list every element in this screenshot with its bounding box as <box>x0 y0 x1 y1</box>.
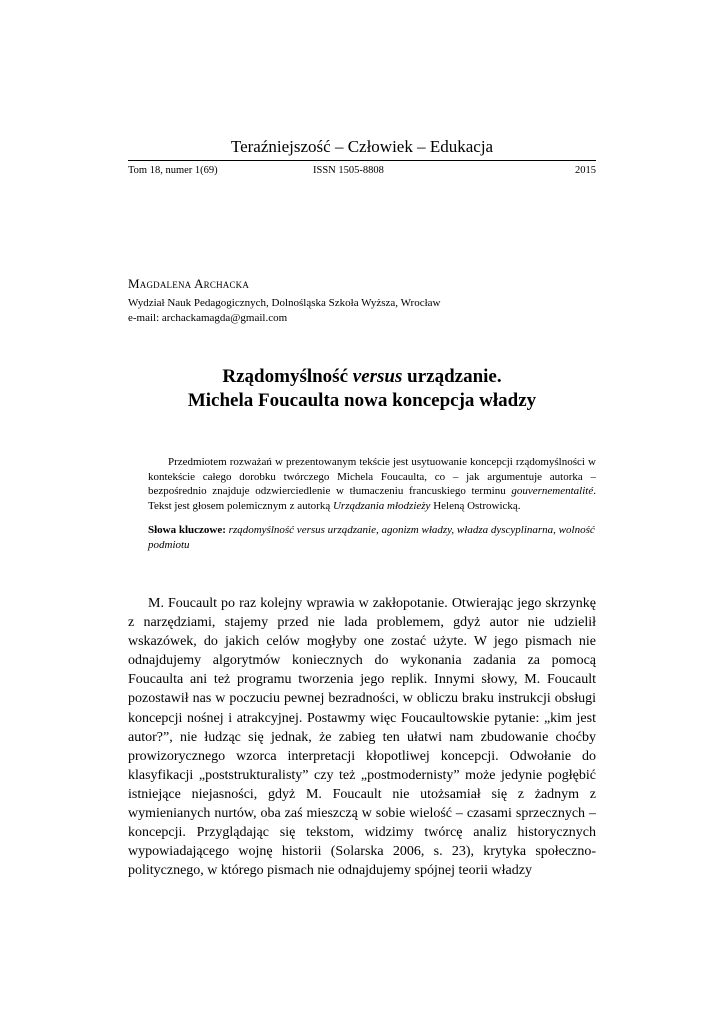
keywords-label: Słowa kluczowe: <box>148 524 226 536</box>
affiliation: Wydział Nauk Pedagogicznych, Dolnośląska Szkoła Wyższa, Wrocław <box>128 297 441 309</box>
title-italic: versus <box>352 366 403 387</box>
abstract-term: gouvernementalité <box>511 485 594 497</box>
article-title <box>128 365 596 413</box>
header-rule <box>128 160 596 161</box>
issn: ISSN 1505-8808 <box>313 165 384 176</box>
keywords <box>148 523 596 552</box>
author-info <box>128 296 596 325</box>
author-name: Magdalena Archacka <box>128 276 250 291</box>
title-line-1 <box>128 365 596 389</box>
abstract-part-2: . Tekst jest głosem polemicznym z autorką <box>148 485 596 512</box>
abstract-part-3: Heleną Ostrowicką. <box>430 499 521 512</box>
title-line-2: Michela Foucaulta nowa koncepcja władzy <box>187 390 537 411</box>
email: e-mail: archackamagda@gmail.com <box>128 311 288 324</box>
body-paragraph: M. Foucault po raz kolejny wprawia w zakłopotanie. Otwierając jego skrzynkę z narzędziami, stajemy przed nie lada problemem, gdyż autor nie udzielił wskazówek, do jakich celów mogłyby one zostać użyte. W jego pismach nie odnajdujemy algorytmów koniecznych do wykonania zadania za pomocą Foucaulta ani też programu tworzenia jego replik. Innymi słowy, M. Foucault pozostawił nas w poczuciu pewnej bezradności, w obliczu braku instrukcji obsługi koncepcji nośnej i atrakcyjnej. Postawmy więc Foucaultowskie pytanie: „kim jest autor?”, nie łudząc się jednak, że zabieg ten ułatwi nam zbudowanie choćby prowizorycznego wzorca interpretacji kłopotliwej koncepcji. Odwołanie do klasyfikacji „poststrukturalisty” czy też „postmodernisty” może jedynie pogłębić istniejące niejasności, gdyż M. Foucault nie utożsamiał się z żadnym z wymienianych nurtów, oba zaś mieszczą w sobie wielość – czasami sprzecznych – koncepcji. Przyglądając się tekstom, widzimy twórcę analiz historycznych wypowiadającego wojnę historii (Solarska 2006, s. 23), krytyka społeczno-politycznego, w którego pismach nie odnajdujemy spójnej teorii władzy <box>128 596 596 879</box>
publication-year: 2015 <box>575 165 596 176</box>
abstract-part-1: Przedmiotem rozważań w prezentowanym tekście jest usytuowanie koncepcji rządomyślności w kontekście całego dorobku twórczego Michela Foucaulta, co – jak argumentuje autorka – bezpośrednio znajduje odzwierciedlenie w tłumaczeniu francuskiego terminu <box>148 456 596 497</box>
abstract-book: Urządzania młodzieży <box>332 499 431 512</box>
title-part-2: urządzanie. <box>402 366 502 387</box>
abstract <box>148 455 596 513</box>
title-part-1: Rządomyślność <box>222 366 353 387</box>
journal-title: Teraźniejszość – Człowiek – Edukacja <box>230 137 494 156</box>
keywords-list: rządomyślność versus urządzanie, agonizm władzy, władza dyscyplinarna, wolność podmiotu <box>148 524 595 551</box>
volume-number: Tom 18, numer 1(69) <box>128 165 218 176</box>
